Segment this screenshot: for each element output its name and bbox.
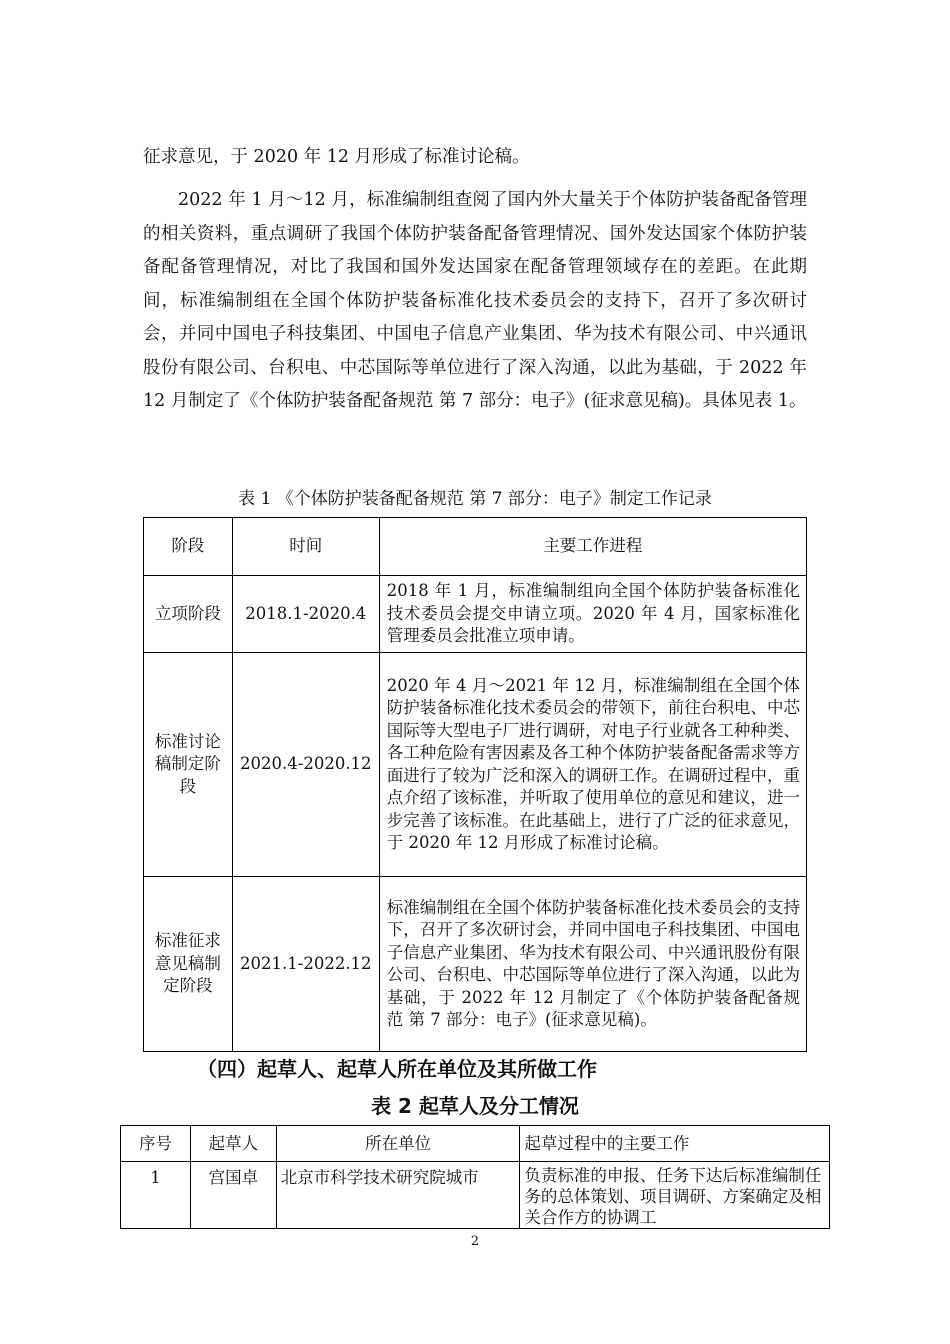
table1-cell-stage: 立项阶段 bbox=[144, 576, 233, 653]
table1-cell-time: 2021.1-2022.12 bbox=[232, 877, 379, 1052]
table2-drafters bbox=[120, 1125, 830, 1229]
table2-header-row bbox=[121, 1126, 830, 1162]
table-row bbox=[144, 576, 807, 653]
table1-work-record bbox=[143, 517, 807, 1052]
table1-cell-work: 标准编制组在全国个体防护装备标准化技术委员会的支持下，召开了多次研讨会，并同中国电子科技集团、中国电子信息产业集团、华为技术有限公司、中兴通讯股份有限公司、台积电、中芯国际等单位进行了深入沟通，以此为基础，于 2022 年 12 月制定了《个体防护装备配备规范 第 7 部分：电子》(征求意见稿)。 bbox=[379, 877, 806, 1052]
table2-cell-work: 负责标准的申报、任务下达后标准编制任务的总体策划、项目调研、方案确定及相关合作方的协调工 bbox=[520, 1162, 830, 1229]
section-heading: （四）起草人、起草人所在单位及其所做工作 bbox=[197, 1057, 597, 1081]
paragraph-continuation: 征求意见，于 2020 年 12 月形成了标准讨论稿。 bbox=[143, 147, 530, 167]
table2-header-unit: 所在单位 bbox=[276, 1126, 520, 1162]
table2-header-name: 起草人 bbox=[190, 1126, 276, 1162]
table1-cell-stage: 标准征求意见稿制定阶段 bbox=[144, 877, 233, 1052]
table-row bbox=[144, 653, 807, 877]
table1-cell-work: 2018 年 1 月，标准编制组向全国个体防护装备标准化技术委员会提交申请立项。2020 年 4 月，国家标准化管理委员会批准立项申请。 bbox=[379, 576, 806, 653]
table1-cell-stage: 标准讨论稿制定阶段 bbox=[144, 653, 233, 877]
paragraph-2022-work: 2022 年 1 月～12 月，标准编制组查阅了国内外大量关于个体防护装备配备管理的相关资料，重点调研了我国个体防护装备配备管理情况、国外发达国家个体防护装备配备管理情况，对比了我国和国外发达国家在配备管理领域存在的差距。在此期间，标准编制组在全国个体防护装备标准化技术委员会的支持下，召开了多次研讨会，并同中国电子科技集团、中国电子信息产业集团、华为技术有限公司、中兴通讯股份有限公司、台积电、中芯国际等单位进行了深入沟通，以此为基础，于 2022 年 12 月制定了《个体防护装备配备规范 第 7 部分：电子》(征求意见稿)。具体见表 1。 bbox=[143, 190, 807, 411]
table1-cell-time: 2020.4-2020.12 bbox=[232, 653, 379, 877]
table-row bbox=[144, 877, 807, 1052]
table2-caption: 表 2 起草人及分工情况 bbox=[371, 1094, 579, 1118]
table2-cell-num: 1 bbox=[121, 1162, 191, 1229]
table2-cell-name: 宫国卓 bbox=[190, 1162, 276, 1229]
table1-cell-work: 2020 年 4 月～2021 年 12 月，标准编制组在全国个体防护装备标准化技术委员会的带领下，前往台积电、中芯国际等大型电子厂进行调研，对电子行业就各工种种类、各工种危险有害因素及各工种个体防护装备配备需求等方面进行了较为广泛和深入的调研工作。在调研过程中，重点介绍了该标准，并听取了使用单位的意见和建议，进一步完善了该标准。在此基础上，进行了广泛的征求意见，于 2020 年 12 月形成了标准讨论稿。 bbox=[379, 653, 806, 877]
table1-header-time: 时间 bbox=[232, 518, 379, 576]
table1-header-work: 主要工作进程 bbox=[379, 518, 806, 576]
table-row bbox=[121, 1162, 830, 1229]
table1-header-row bbox=[144, 518, 807, 576]
table2-header-num: 序号 bbox=[121, 1126, 191, 1162]
table1-caption: 表 1 《个体防护装备配备规范 第 7 部分：电子》制定工作记录 bbox=[238, 489, 712, 509]
table2-cell-unit: 北京市科学技术研究院城市 bbox=[276, 1162, 520, 1229]
table1-cell-time: 2018.1-2020.4 bbox=[232, 576, 379, 653]
table1-header-stage: 阶段 bbox=[144, 518, 233, 576]
table2-header-work: 起草过程中的主要工作 bbox=[520, 1126, 830, 1162]
page-number: 2 bbox=[470, 1234, 480, 1249]
